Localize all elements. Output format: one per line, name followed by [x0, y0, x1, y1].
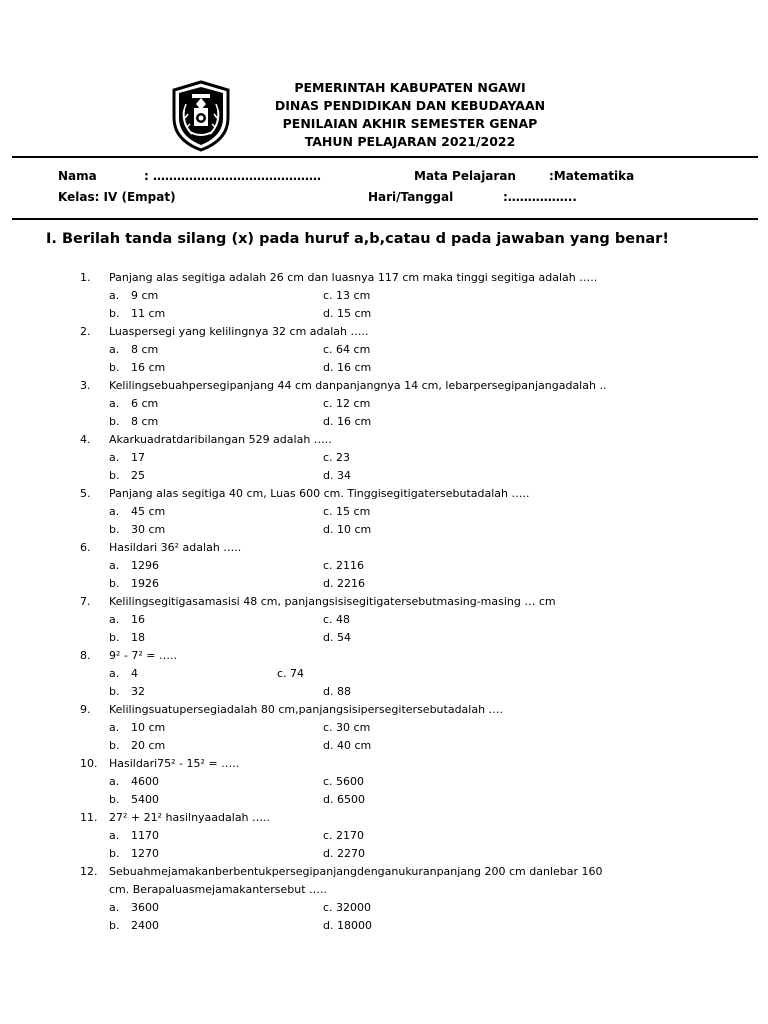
- option-row: [80, 287, 760, 305]
- option-c[interactable]: c. 12 cm: [323, 397, 371, 410]
- question-item: [80, 647, 760, 665]
- question-number: 3.: [80, 379, 91, 392]
- kelas-label: Kelas: IV (Empat): [58, 190, 176, 204]
- option-a-letter[interactable]: a.: [109, 901, 120, 914]
- ngawi-emblem-icon: [170, 80, 232, 152]
- option-c[interactable]: c. 48: [323, 613, 351, 626]
- hari-field[interactable]: :……………..: [503, 190, 577, 204]
- question-item: [80, 701, 760, 719]
- header-line-2: DINAS PENDIDIKAN DAN KEBUDAYAAN: [274, 98, 546, 113]
- option-row: [80, 395, 760, 413]
- option-b-letter[interactable]: b.: [109, 361, 120, 374]
- question-item: [80, 755, 760, 773]
- option-a[interactable]: 10 cm: [131, 721, 166, 734]
- option-b-letter[interactable]: b.: [109, 415, 120, 428]
- question-item: [80, 863, 760, 881]
- option-row: [80, 791, 760, 809]
- question-number: 2.: [80, 325, 91, 338]
- option-row: [80, 827, 760, 845]
- question-text: Panjang alas segitiga adalah 26 cm dan luasnya 117 cm maka tinggi segitiga adalah …..: [109, 271, 598, 284]
- option-c[interactable]: c. 15 cm: [323, 505, 371, 518]
- option-a[interactable]: 3600: [131, 901, 159, 914]
- letterhead: [240, 79, 580, 151]
- question-item: [80, 809, 760, 827]
- question-text: Hasildari75² - 15² = …..: [109, 757, 240, 770]
- question-item: [80, 593, 760, 611]
- header-line-4: TAHUN PELAJARAN 2021/2022: [304, 134, 516, 149]
- option-b-letter[interactable]: b.: [109, 919, 120, 932]
- question-item: [80, 485, 760, 503]
- option-row: [80, 737, 760, 755]
- option-a-letter[interactable]: a.: [109, 505, 120, 518]
- option-b-letter[interactable]: b.: [109, 469, 120, 482]
- question-number: 12.: [80, 865, 98, 878]
- option-b[interactable]: 11 cm: [131, 307, 166, 320]
- option-row: [80, 683, 760, 701]
- question-text: 27² + 21² hasilnyaadalah …..: [109, 811, 271, 824]
- option-row: [80, 629, 760, 647]
- header-line-1: PEMERINTAH KABUPATEN NGAWI: [294, 80, 526, 95]
- option-b[interactable]: 30 cm: [131, 523, 166, 536]
- hari-label: Hari/Tanggal: [368, 190, 454, 204]
- option-a[interactable]: 6 cm: [131, 397, 159, 410]
- question-text: Hasildari 36² adalah …..: [109, 541, 242, 554]
- question-item: [80, 431, 760, 449]
- question-text: Kelilingsuatupersegiadalah 80 cm,panjangsisipersegitersebutadalah ….: [109, 703, 504, 716]
- option-b-letter[interactable]: b.: [109, 523, 120, 536]
- option-d[interactable]: d. 54: [323, 631, 351, 644]
- option-a-letter[interactable]: a.: [109, 343, 120, 356]
- option-b[interactable]: 8 cm: [131, 415, 159, 428]
- option-b[interactable]: 2400: [131, 919, 159, 932]
- option-a-letter[interactable]: a.: [109, 451, 120, 464]
- option-row: [80, 665, 760, 683]
- option-d[interactable]: d. 16 cm: [323, 415, 372, 428]
- option-b-letter[interactable]: b.: [109, 847, 120, 860]
- option-row: [80, 557, 760, 575]
- info-divider: [12, 218, 758, 220]
- option-a-letter[interactable]: a.: [109, 829, 120, 842]
- question-number: 5.: [80, 487, 91, 500]
- question-text: Kelilingsegitigasamasisi 48 cm, panjangsisisegitigatersebutmasing-masing … cm: [109, 595, 556, 608]
- option-b-letter[interactable]: b.: [109, 631, 120, 644]
- nama-label: Nama: [58, 169, 97, 183]
- option-row: [80, 899, 760, 917]
- option-a[interactable]: 45 cm: [131, 505, 166, 518]
- nama-field[interactable]: : ……………………………………: [144, 169, 321, 183]
- option-a-letter[interactable]: a.: [109, 667, 120, 680]
- option-b[interactable]: 1270: [131, 847, 159, 860]
- option-a-letter[interactable]: a.: [109, 289, 120, 302]
- option-row: [80, 521, 760, 539]
- option-d[interactable]: d. 2270: [323, 847, 365, 860]
- option-c[interactable]: c. 13 cm: [323, 289, 371, 302]
- option-c[interactable]: c. 2116: [323, 559, 365, 572]
- option-b[interactable]: 18: [131, 631, 145, 644]
- option-d[interactable]: d. 2216: [323, 577, 365, 590]
- mapel-label: Mata Pelajaran: [414, 169, 516, 183]
- option-row: [80, 719, 760, 737]
- option-row: [80, 359, 760, 377]
- option-row: [80, 449, 760, 467]
- option-a[interactable]: 1296: [131, 559, 159, 572]
- option-d[interactable]: d. 34: [323, 469, 351, 482]
- header-divider: [12, 156, 758, 158]
- option-b[interactable]: 32: [131, 685, 145, 698]
- option-a[interactable]: 16: [131, 613, 145, 626]
- question-number: 4.: [80, 433, 91, 446]
- option-row: [80, 341, 760, 359]
- question-text: Luaspersegi yang kelilingnya 32 cm adalah …..: [109, 325, 369, 338]
- question-text: Sebuahmejamakanberbentukpersegipanjangdenganukuranpanjang 200 cm danlebar 160: [109, 865, 603, 878]
- option-c[interactable]: c. 74: [277, 667, 305, 680]
- option-row: [80, 305, 760, 323]
- question-number: 10.: [80, 757, 98, 770]
- option-b-letter[interactable]: b.: [109, 577, 120, 590]
- question-text: 9² - 7² = …..: [109, 649, 177, 662]
- option-d[interactable]: d. 40 cm: [323, 739, 372, 752]
- option-b-letter[interactable]: b.: [109, 793, 120, 806]
- option-row: [80, 575, 760, 593]
- option-b-letter[interactable]: b.: [109, 307, 120, 320]
- option-a[interactable]: 8 cm: [131, 343, 159, 356]
- option-c[interactable]: c. 23: [323, 451, 351, 464]
- option-b[interactable]: 25: [131, 469, 145, 482]
- option-c[interactable]: c. 32000: [323, 901, 372, 914]
- option-row: [80, 845, 760, 863]
- option-row: [80, 503, 760, 521]
- option-a-letter[interactable]: a.: [109, 397, 120, 410]
- option-d[interactable]: d. 88: [323, 685, 351, 698]
- option-a[interactable]: 9 cm: [131, 289, 159, 302]
- option-d[interactable]: d. 15 cm: [323, 307, 372, 320]
- option-a[interactable]: 4600: [131, 775, 159, 788]
- option-a-letter[interactable]: a.: [109, 613, 120, 626]
- option-a[interactable]: 17: [131, 451, 145, 464]
- question-text: Akarkuadratdaribilangan 529 adalah …..: [109, 433, 332, 446]
- option-row: [80, 773, 760, 791]
- option-row: [80, 467, 760, 485]
- option-a-letter[interactable]: a.: [109, 559, 120, 572]
- option-c[interactable]: c. 64 cm: [323, 343, 371, 356]
- option-d[interactable]: d. 16 cm: [323, 361, 372, 374]
- question-number: 1.: [80, 271, 91, 284]
- question-item: [80, 377, 760, 395]
- question-item-continued: [80, 881, 760, 899]
- option-a-letter[interactable]: a.: [109, 721, 120, 734]
- option-b[interactable]: 16 cm: [131, 361, 166, 374]
- question-list: [80, 269, 760, 935]
- option-row: [80, 413, 760, 431]
- option-b[interactable]: 1926: [131, 577, 159, 590]
- question-item: [80, 269, 760, 287]
- question-number: 8.: [80, 649, 91, 662]
- question-number: 6.: [80, 541, 91, 554]
- option-d[interactable]: d. 10 cm: [323, 523, 372, 536]
- option-c[interactable]: c. 2170: [323, 829, 365, 842]
- question-item: [80, 323, 760, 341]
- option-a-letter[interactable]: a.: [109, 775, 120, 788]
- option-b-letter[interactable]: b.: [109, 739, 120, 752]
- option-b-letter[interactable]: b.: [109, 685, 120, 698]
- option-row: [80, 917, 760, 935]
- option-c[interactable]: c. 5600: [323, 775, 365, 788]
- option-row: [80, 611, 760, 629]
- option-d[interactable]: d. 18000: [323, 919, 372, 932]
- question-text: Panjang alas segitiga 40 cm, Luas 600 cm. Tinggisegitigatersebutadalah …..: [109, 487, 530, 500]
- option-b[interactable]: 5400: [131, 793, 159, 806]
- mapel-value: :Matematika: [549, 169, 635, 183]
- question-number: 9.: [80, 703, 91, 716]
- option-b[interactable]: 20 cm: [131, 739, 166, 752]
- option-c[interactable]: c. 30 cm: [323, 721, 371, 734]
- question-number: 11.: [80, 811, 98, 824]
- section-title: I. Berilah tanda silang (x) pada huruf a,b,catau d pada jawaban yang benar!: [46, 231, 669, 247]
- question-text-continued: cm. Berapaluasmejamakantersebut …..: [109, 883, 328, 896]
- header-line-3: PENILAIAN AKHIR SEMESTER GENAP: [282, 116, 538, 131]
- option-a[interactable]: 4: [131, 667, 138, 680]
- question-text: Kelilingsebuahpersegipanjang 44 cm danpanjangnya 14 cm, lebarpersegipanjangadalah ..: [109, 379, 607, 392]
- option-d[interactable]: d. 6500: [323, 793, 365, 806]
- question-number: 7.: [80, 595, 91, 608]
- option-a[interactable]: 1170: [131, 829, 159, 842]
- question-item: [80, 539, 760, 557]
